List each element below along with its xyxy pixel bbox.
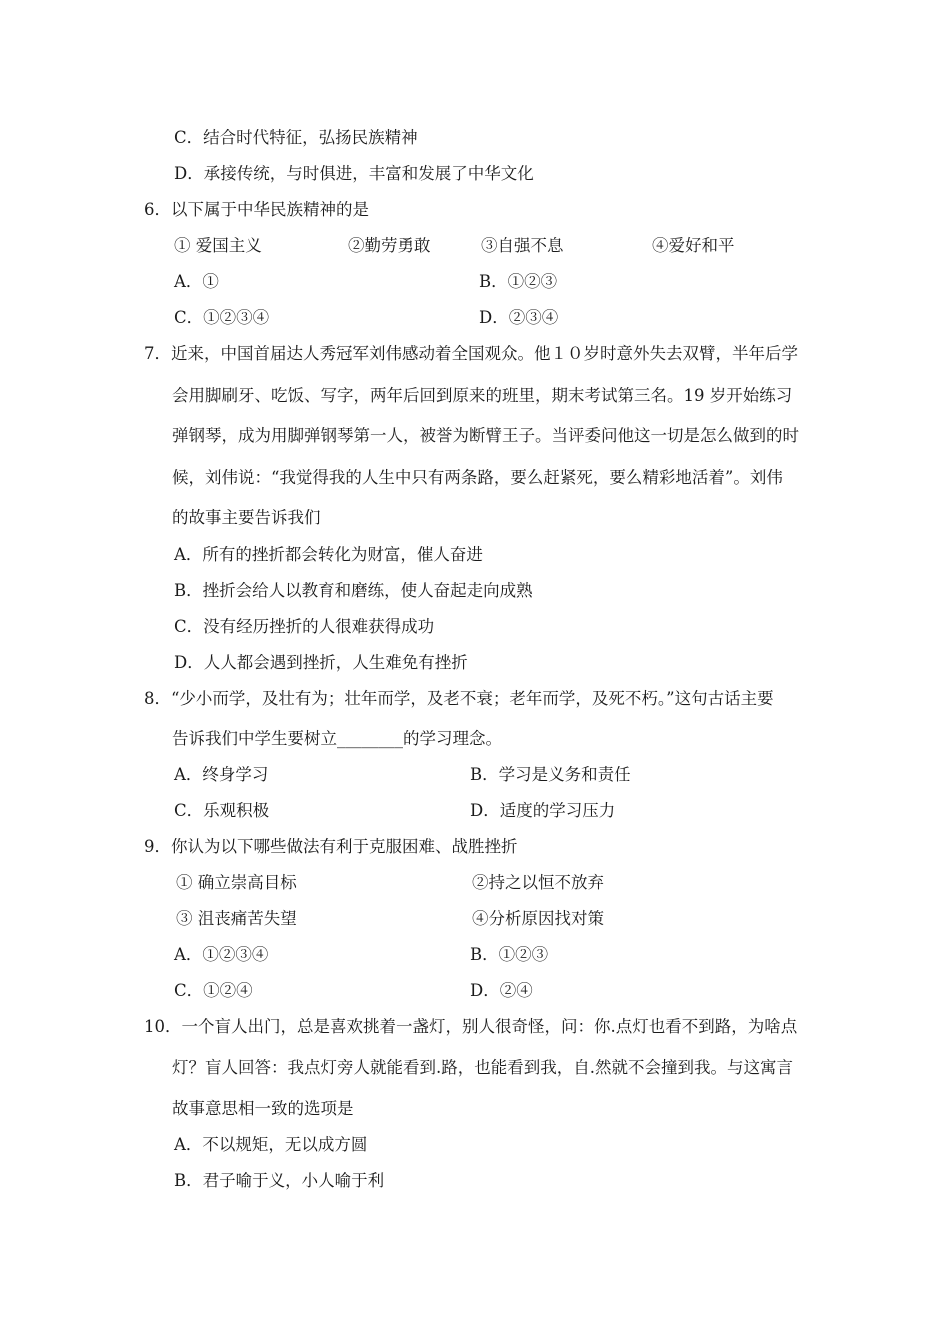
q9-item-1: ① 确立崇高目标 (176, 873, 297, 892)
q7-option-a: A．所有的挫折都会转化为财富，催人奋进 (174, 545, 483, 564)
q6-option-a: A．① (174, 272, 219, 291)
q9-option-a: A．①②③④ (174, 945, 269, 964)
q6-stem: 6．以下属于中华民族精神的是 (144, 200, 369, 219)
q7-stem-line-4: 候，刘伟说：“我觉得我的人生中只有两条路，要么赶紧死，要么精彩地活着”。刘伟 (172, 468, 783, 487)
q10-option-b: B．君子喻于义，小人喻于利 (174, 1171, 385, 1190)
q10-stem-line-2: 灯？盲人回答：我点灯旁人就能看到.路，也能看到我，自.然就不会撞到我。与这寓言 (172, 1058, 793, 1077)
q8-option-a: A．终身学习 (174, 765, 269, 784)
q8-option-b: B．学习是义务和责任 (470, 765, 631, 784)
q9-option-d: D．②④ (470, 981, 533, 1000)
q6-item-4: ④爱好和平 (652, 236, 735, 255)
q7-option-b: B．挫折会给人以教育和磨练，使人奋起走向成熟 (174, 581, 533, 600)
q9-item-4: ④分析原因找对策 (472, 909, 604, 928)
q8-stem-line-1: 8．“少小而学，及壮有为；壮年而学，及老不衰；老年而学，及死不朽。”这句古话主要 (144, 689, 774, 708)
q6-option-c: C．①②③④ (174, 308, 270, 327)
q10-option-a: A．不以规矩，无以成方圆 (174, 1135, 368, 1154)
q9-stem: 9．你认为以下哪些做法有利于克服困难、战胜挫折 (144, 837, 518, 856)
q7-stem-line-2: 会用脚刷牙、吃饭、写字，两年后回到原来的班里，期末考试第三名。19 岁开始练习 (172, 386, 793, 405)
q8-stem-line-2: 告诉我们中学生要树立________的学习理念。 (172, 729, 502, 748)
prev-option-c: C．结合时代特征，弘扬民族精神 (174, 128, 418, 147)
q6-item-2: ②勤劳勇敢 (348, 236, 431, 255)
q7-stem-line-3: 弹钢琴，成为用脚弹钢琴第一人，被誉为断臂王子。当评委问他这一切是怎么做到的时 (172, 426, 799, 445)
q7-stem-line-1: 7．近来，中国首届达人秀冠军刘伟感动着全国观众。他１０岁时意外失去双臂，半年后学 (144, 344, 798, 363)
q9-option-b: B．①②③ (470, 945, 549, 964)
q7-option-d: D．人人都会遇到挫折，人生难免有挫折 (174, 653, 468, 672)
q6-option-d: D．②③④ (479, 308, 559, 327)
q9-item-3: ③ 沮丧痛苦失望 (176, 909, 297, 928)
q9-option-c: C．①②④ (174, 981, 253, 1000)
prev-option-d: D．承接传统，与时俱进，丰富和发展了中华文化 (174, 164, 534, 183)
q10-stem-line-1: 10．一个盲人出门，总是喜欢挑着一盏灯，别人很奇怪，问：你.点灯也看不到路，为啥点 (144, 1017, 798, 1036)
q9-item-2: ②持之以恒不放弃 (472, 873, 604, 892)
q7-option-c: C．没有经历挫折的人很难获得成功 (174, 617, 435, 636)
q8-option-c: C．乐观积极 (174, 801, 270, 820)
q7-stem-line-5: 的故事主要告诉我们 (172, 508, 321, 527)
q8-option-d: D．适度的学习压力 (470, 801, 616, 820)
q6-option-b: B．①②③ (479, 272, 558, 291)
q6-item-3: ③自强不息 (481, 236, 564, 255)
q10-stem-line-3: 故事意思相一致的选项是 (172, 1099, 354, 1118)
q6-item-1: ① 爱国主义 (174, 236, 262, 255)
